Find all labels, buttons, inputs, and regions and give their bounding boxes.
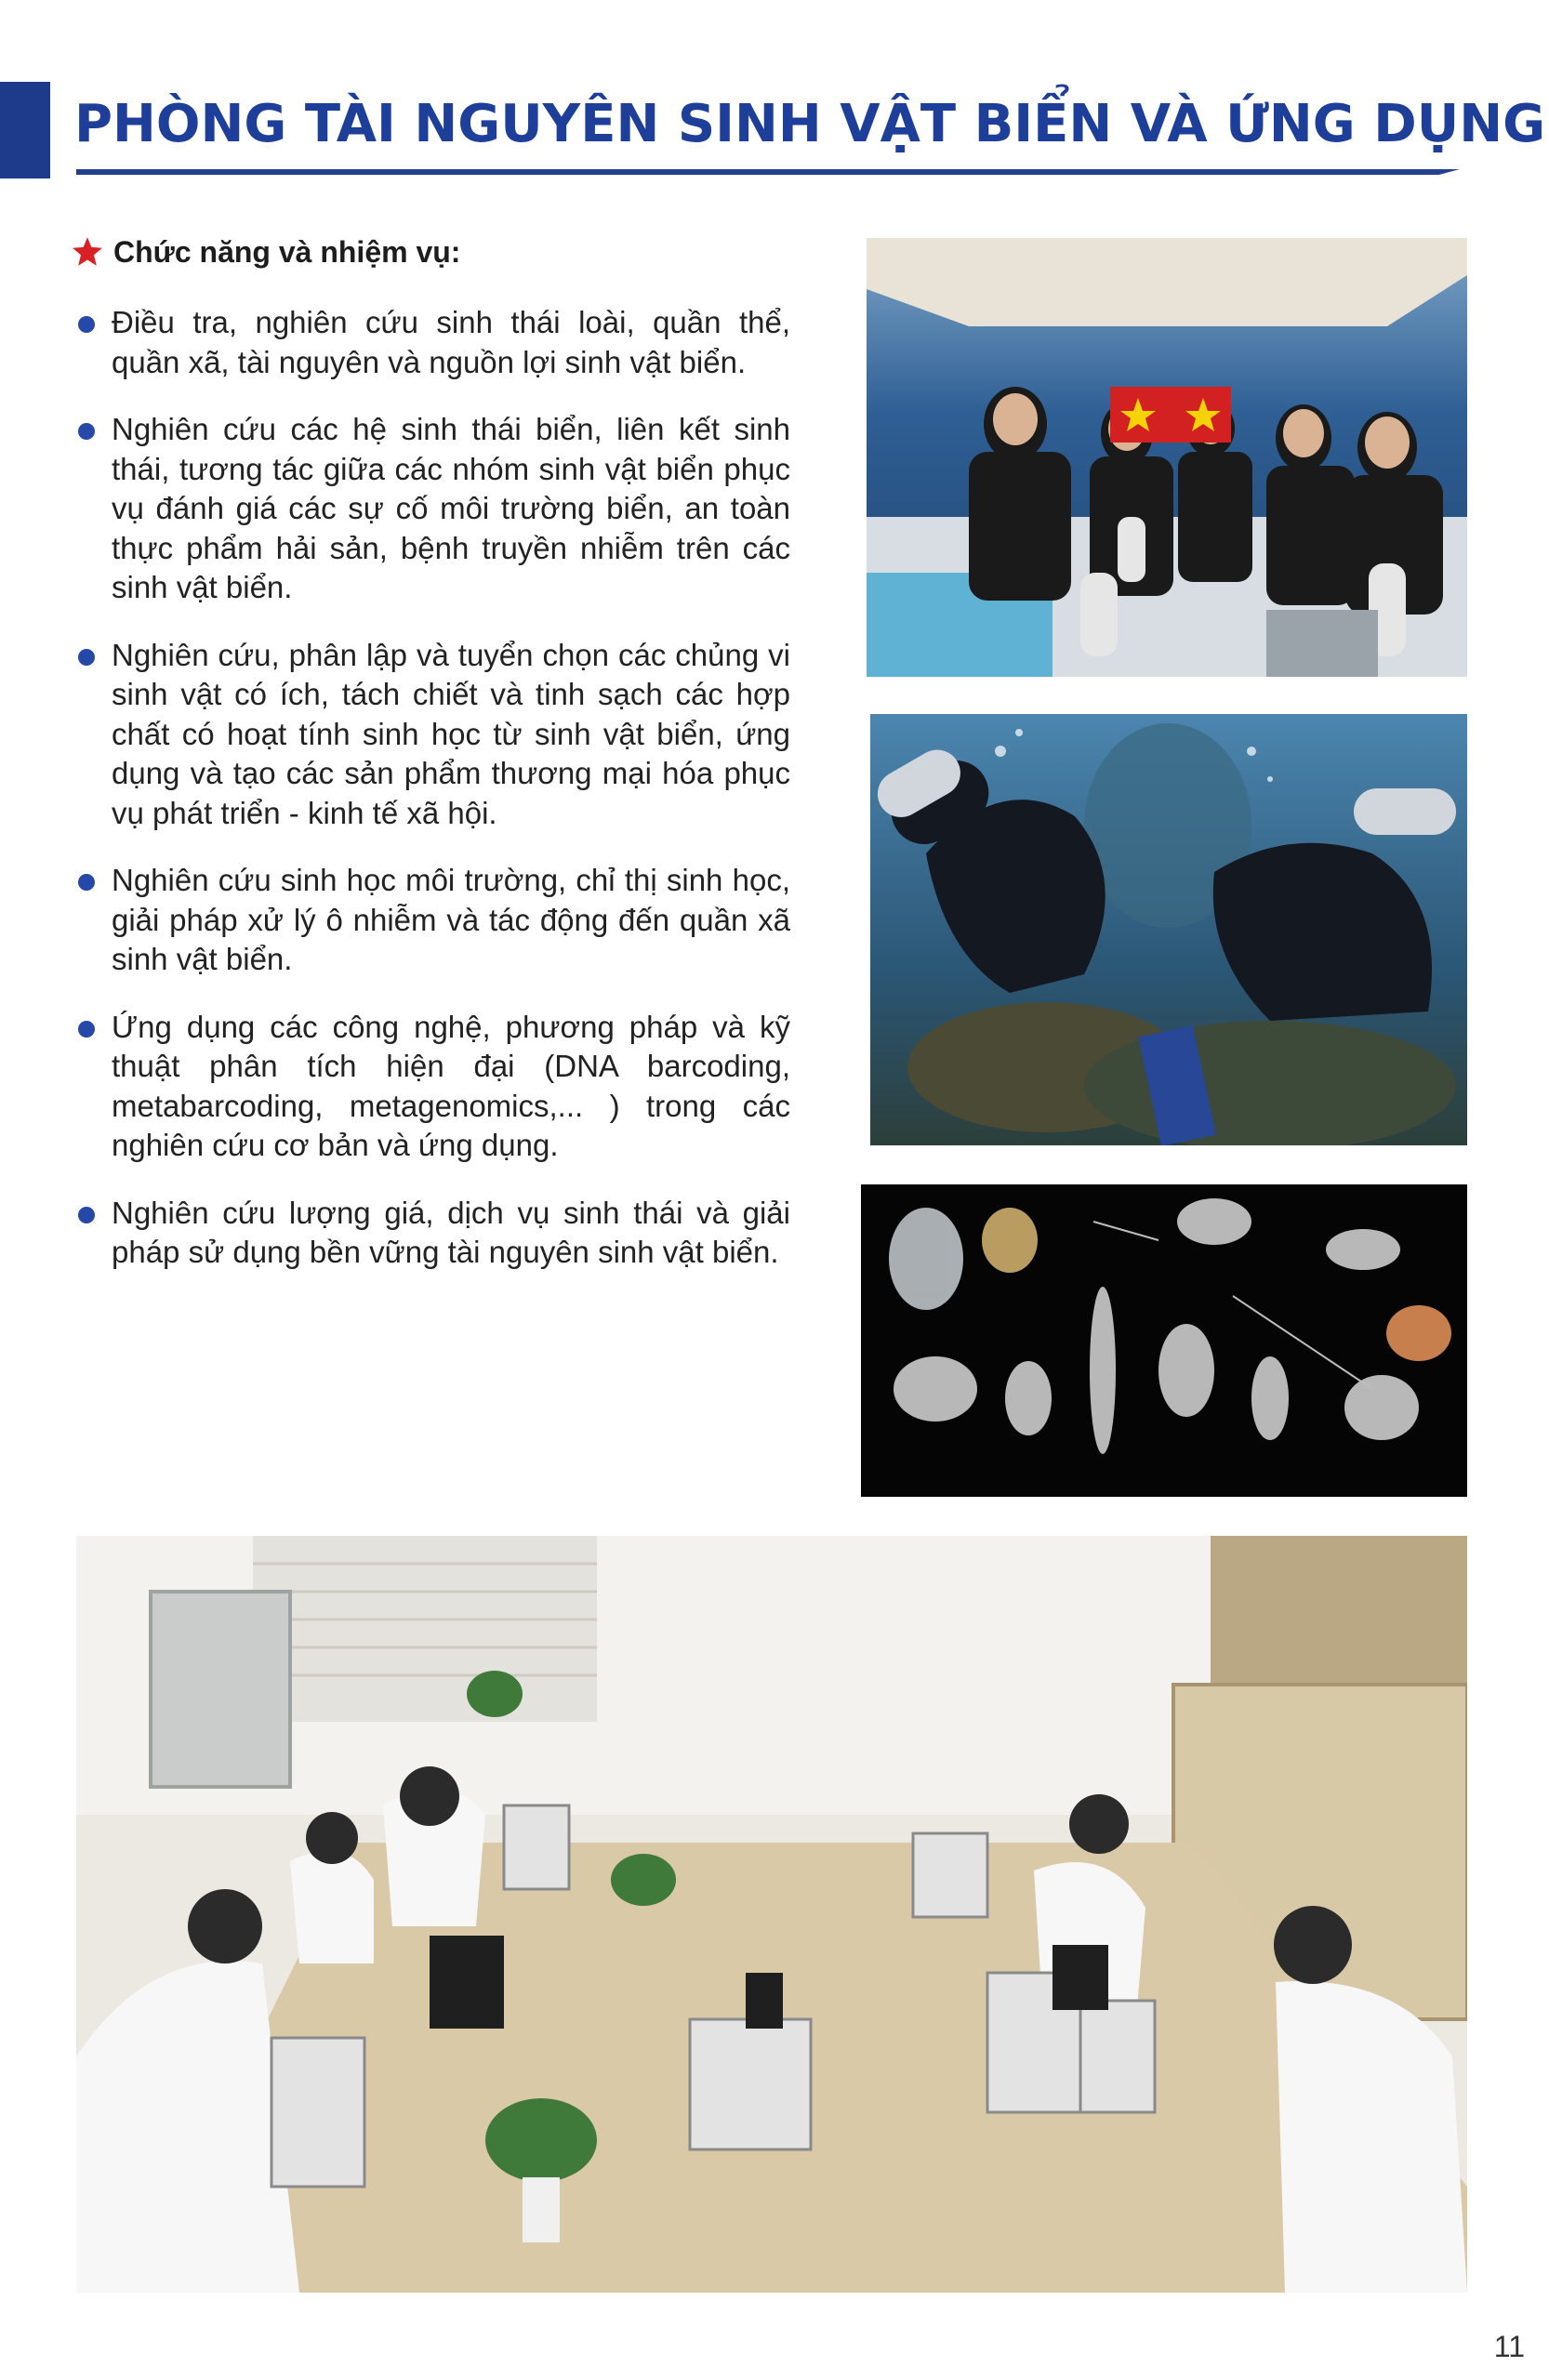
list-item-text: Ứng dụng các công nghệ, phương pháp và kỹ thuật phân tích hiện đại (DNA barcoding, metabarcoding, metagenomics,... ) trong các nghiên cứu cơ bản và ứng dụng.: [112, 1009, 790, 1162]
bullet-dot-icon: [78, 1207, 95, 1223]
duties-list: [78, 303, 790, 1301]
bullet-dot-icon: [78, 316, 95, 333]
bullet-dot-icon: [78, 874, 95, 891]
title-accent-bar: [0, 82, 50, 178]
page-number: 11: [1493, 2330, 1525, 2363]
title-underline: [76, 169, 1460, 175]
bullet-dot-icon: [78, 423, 95, 440]
star-icon: [71, 235, 104, 269]
list-item: [78, 1194, 790, 1273]
section-heading: [71, 231, 460, 273]
page-title: PHÒNG TÀI NGUYÊN SINH VẬT BIỂN VÀ ỨNG DỤNG: [74, 94, 1546, 154]
list-item: [78, 861, 790, 980]
photo-laboratory: [76, 1536, 1467, 2293]
bullet-dot-icon: [78, 649, 95, 666]
list-item: [78, 410, 790, 608]
bullet-dot-icon: [78, 1021, 95, 1038]
photo-zooplankton-specimens: [861, 1184, 1467, 1497]
list-item-text: Nghiên cứu, phân lập và tuyển chọn các chủng vi sinh vật có ích, tách chiết và tinh sạch các hợp chất có hoạt tính sinh học từ sinh vật biển, ứng dụng và tạo các sản phẩm thương mại hóa phục vụ phát triển - kinh tế xã hội.: [112, 637, 790, 830]
list-item-text: Nghiên cứu các hệ sinh thái biển, liên kết sinh thái, tương tác giữa các nhóm sinh vật biển phục vụ đánh giá các sự cố môi trường biển, an toàn thực phẩm hải sản, bệnh truyền nhiễm trên các sinh vật biển.: [112, 412, 790, 604]
list-item: [78, 636, 790, 834]
list-item-text: Nghiên cứu lượng giá, dịch vụ sinh thái và giải pháp sử dụng bền vững tài nguyên sinh vật biển.: [112, 1195, 790, 1269]
list-item-text: Điều tra, nghiên cứu sinh thái loài, quần thể, quần xã, tài nguyên và nguồn lợi sinh vật biển.: [112, 305, 790, 379]
photo-underwater-divers: [870, 714, 1467, 1145]
list-item: [78, 303, 790, 382]
photo-divers-on-boat: [867, 238, 1467, 677]
section-heading-text: Chức năng và nhiệm vụ:: [113, 234, 461, 269]
list-item: [78, 1008, 790, 1166]
list-item-text: Nghiên cứu sinh học môi trường, chỉ thị sinh học, giải pháp xử lý ô nhiễm và tác động đến quần xã sinh vật biển.: [112, 863, 790, 976]
